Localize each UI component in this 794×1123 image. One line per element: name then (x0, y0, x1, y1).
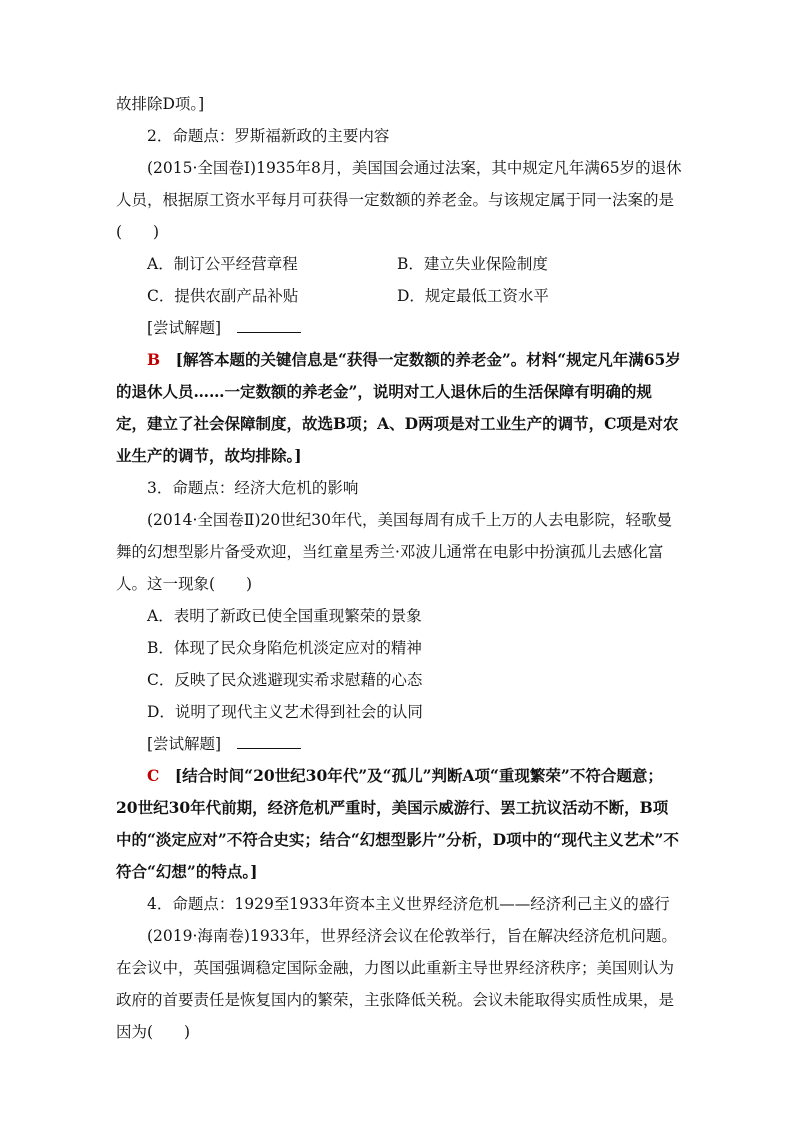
q3-option-b: B．体现了民众身陷危机淡定应对的精神 (147, 639, 422, 657)
q2-try-label: [尝试解题] (147, 319, 222, 337)
q2-option-c: C．提供农副产品补贴 (147, 287, 299, 305)
document-content (116, 88, 682, 1048)
q2-answer-blank (237, 318, 301, 333)
q2-answer (116, 344, 682, 472)
previous-answer-ending: 故排除D项。] (116, 95, 205, 113)
q4-heading: 4．命题点：1929至1933年资本主义世界经济危机——经济利己主义的盛行 (147, 895, 670, 913)
q3-try-label: [尝试解题] (147, 735, 222, 753)
q3-option-c: C．反映了民众逃避现实希求慰藉的心态 (147, 671, 423, 689)
q3-option-a: A．表明了新政已使全国重现繁荣的景象 (147, 607, 422, 625)
q3-answer (116, 760, 682, 888)
q2-heading: 2．命题点：罗斯福新政的主要内容 (147, 127, 390, 145)
q2-options-row-1 (116, 248, 682, 280)
q2-stem: (2015·全国卷Ⅰ)1935年8月，美国国会通过法案，其中规定凡年满65岁的退休人员，根据原工资水平每月可获得一定数额的养老金。与该规定属于同一法案的是( ) (116, 159, 682, 241)
q3-heading: 3．命题点：经济大危机的影响 (147, 479, 359, 497)
q3-answer-blank (237, 734, 301, 749)
q2-option-b: B．建立失业保险制度 (397, 255, 548, 273)
q2-options-row-2 (116, 280, 682, 312)
q2-answer-letter: B (147, 350, 161, 369)
q3-explanation: [结合时间“20世纪30年代”及“孤儿”判断A项“重现繁荣”不符合题意；20世纪30年代前期，经济危机严重时，美国示威游行、罢工抗议活动不断，B项中的“淡定应对”不符合史实；结合“幻想型影片”分析，D项中的“现代主义艺术”不符合“幻想”的特点。] (116, 766, 679, 881)
q2-option-a: A．制订公平经营章程 (147, 255, 298, 273)
q3-try-solve (116, 728, 682, 760)
q4-stem: (2019·海南卷)1933年，世界经济会议在伦敦举行，旨在解决经济危机问题。在会议中，英国强调稳定国际金融，力图以此重新主导世界经济秩序；美国则认为政府的首要责任是恢复国内的繁荣，主张降低关税。会议未能取得实质性成果，是因为( ) (116, 927, 677, 1041)
q2-option-d: D．规定最低工资水平 (397, 287, 549, 305)
q3-stem: (2014·全国卷Ⅱ)20世纪30年代，美国每周有成千上万的人去电影院，轻歌曼舞的幻想型影片备受欢迎，当红童星秀兰·邓波儿通常在电影中扮演孤儿去感化富人。这一现象( ) (116, 511, 672, 593)
q3-option-d: D．说明了现代主义艺术得到社会的认同 (147, 703, 423, 721)
q3-answer-letter: C (147, 766, 160, 785)
q2-explanation: [解答本题的关键信息是“获得一定数额的养老金”。材料“规定凡年满65岁的退休人员……一定数额的养老金”，说明对工人退休后的生活保障有明确的规定，建立了社会保障制度，故选B项；A、D两项是对工业生产的调节，C项是对农业生产的调节，故均排除。] (116, 350, 681, 465)
q2-try-solve (116, 312, 682, 344)
